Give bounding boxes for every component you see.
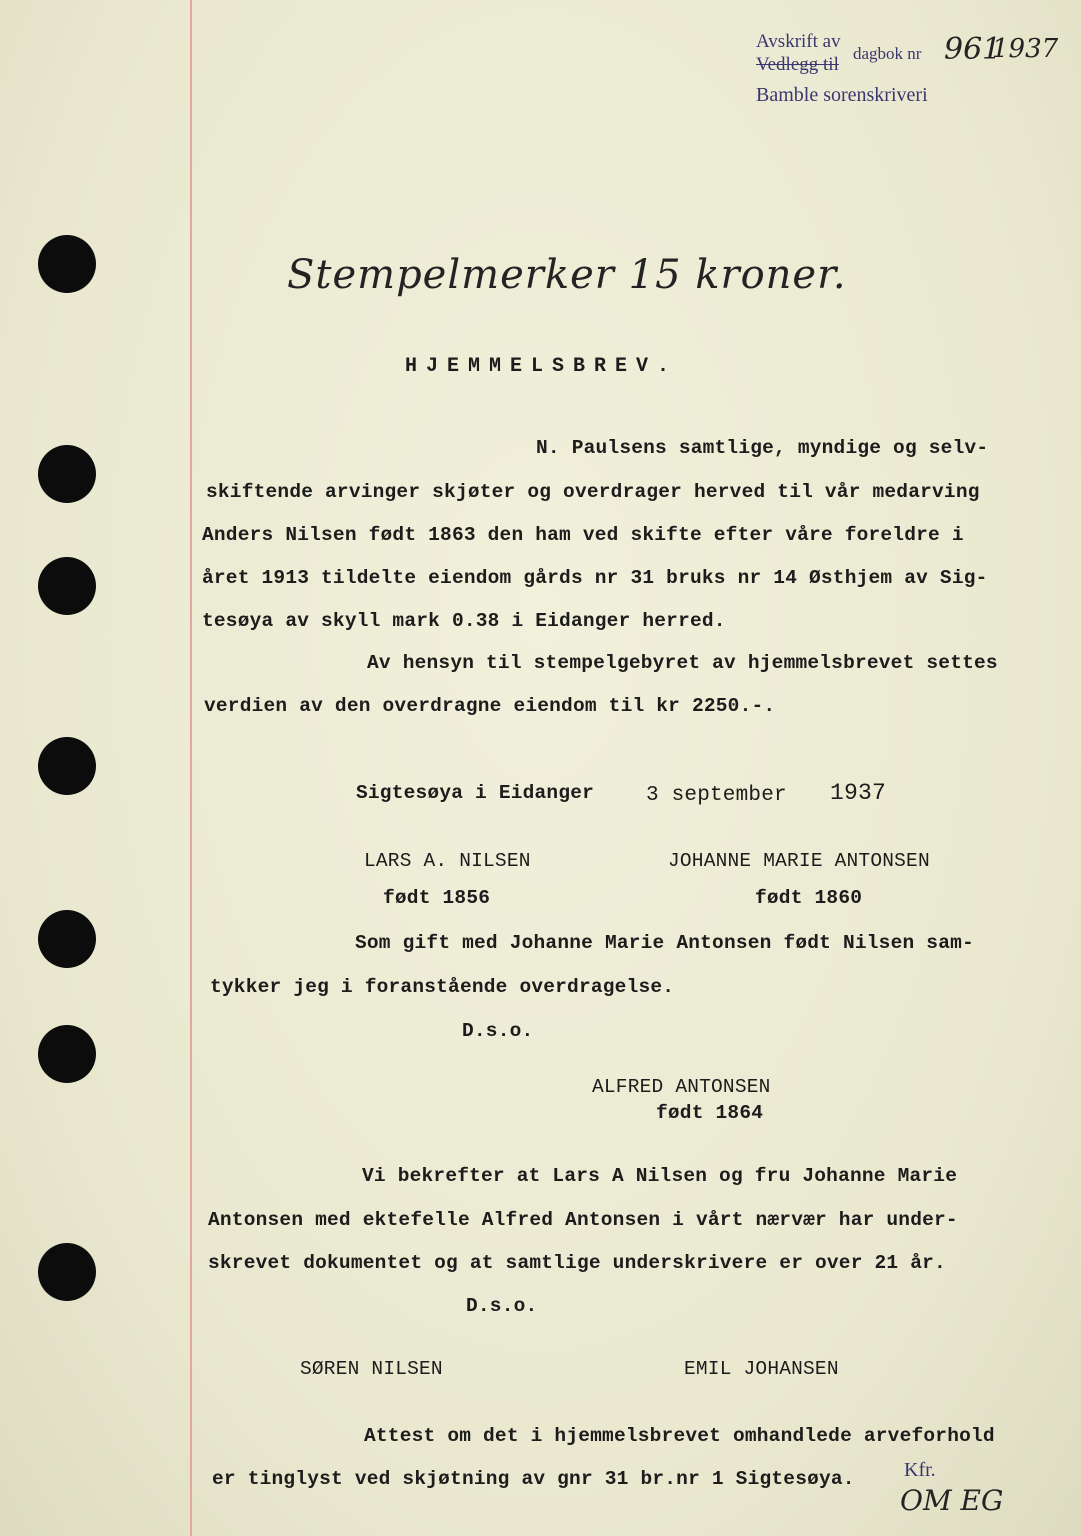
stamp-vedlegg: Vedlegg til [756, 54, 839, 75]
body-line: året 1913 tildelte eiendom gårds nr 31 bruks nr 14 Østhjem av Sig- [202, 567, 988, 589]
margin-rule [190, 0, 192, 1536]
stamp-dagbok: dagbok nr [853, 44, 922, 63]
stamp-avskrift: Avskrift av [756, 31, 841, 52]
signatory-name: LARS A. NILSEN [364, 850, 531, 872]
attest-line: er tinglyst ved skjøtning av gnr 31 br.nr 1 Sigtesøya. [212, 1468, 855, 1490]
spouse-born: født 1864 [656, 1102, 764, 1124]
punch-hole [38, 910, 96, 968]
punch-hole [38, 1243, 96, 1301]
dagbok-year: 1937 [992, 34, 1059, 64]
body-line: tesøya av skyll mark 0.38 i Eidanger herred. [202, 610, 726, 632]
consent-line: Som gift med Johanne Marie Antonsen født Nilsen sam- [355, 932, 974, 954]
spouse-name: ALFRED ANTONSEN [592, 1076, 771, 1098]
body-line: skiftende arvinger skjøter og overdrager herved til vår medarving [206, 481, 980, 503]
punch-hole [38, 737, 96, 795]
body-line: Av hensyn til stempelgebyret av hjemmelsbrevet settes [367, 652, 998, 674]
witness-line: Antonsen med ektefelle Alfred Antonsen i vårt nærvær har under- [208, 1209, 958, 1231]
date-year: 1937 [830, 780, 887, 806]
body-line: N. Paulsens samtlige, myndige og selv- [536, 437, 989, 459]
signatory-born: født 1860 [755, 887, 863, 909]
document-title: HJEMMELSBREV. [405, 355, 679, 378]
handwritten-stamp-note: Stempelmerker 15 kroner. [287, 252, 847, 298]
witness-line: skrevet dokumentet og at samtlige underskrivere er over 21 år. [208, 1252, 946, 1274]
punch-hole [38, 235, 96, 293]
witness-name: EMIL JOHANSEN [684, 1358, 839, 1380]
body-line: Anders Nilsen født 1863 den ham ved skifte efter våre foreldre i [202, 524, 964, 546]
signatory-name: JOHANNE MARIE ANTONSEN [668, 850, 930, 872]
date-day: 3 september [646, 784, 787, 807]
body-line: verdien av den overdragne eiendom til kr 2250.-. [204, 695, 776, 717]
punch-hole [38, 1025, 96, 1083]
punch-hole [38, 445, 96, 503]
consent-line: tykker jeg i foranstående overdragelse. [210, 976, 675, 998]
witness-name: SØREN NILSEN [300, 1358, 443, 1380]
stamp-office: Bamble sorenskriveri [756, 84, 928, 106]
dagbok-number: 961 [944, 32, 1002, 67]
place: Sigtesøya i Eidanger [356, 782, 595, 804]
attest-line: Attest om det i hjemmelsbrevet omhandlede arveforhold [364, 1425, 995, 1447]
signatory-born: født 1856 [383, 887, 491, 909]
initials: OM EG [900, 1484, 1004, 1517]
dso-mark: D.s.o. [466, 1295, 538, 1317]
witness-line: Vi bekrefter at Lars A Nilsen og fru Johanne Marie [362, 1165, 958, 1187]
margin-note: Kfr. [904, 1459, 936, 1481]
punch-hole [38, 557, 96, 615]
dso-mark: D.s.o. [462, 1020, 534, 1042]
